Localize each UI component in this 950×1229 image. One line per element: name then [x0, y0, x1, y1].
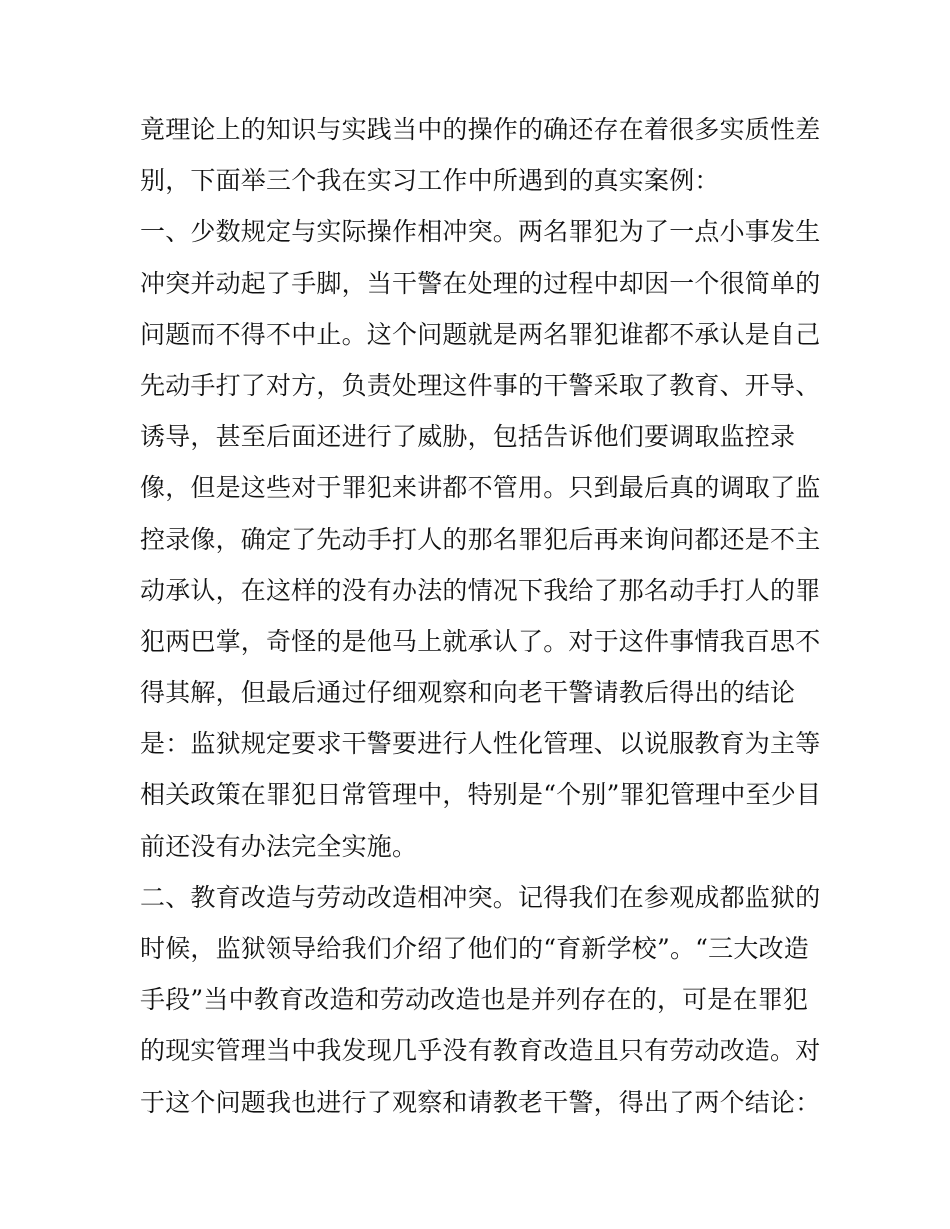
text-line: 相关政策在罪犯日常管理中，特别是“个别”罪犯管理中至少目: [140, 780, 822, 810]
text-line: 手段”当中教育改造和劳动改造也是并列存在的，可是在罪犯: [140, 985, 809, 1015]
text-line: 二、教育改造与劳动改造相冲突。记得我们在参观成都监狱的: [140, 882, 821, 912]
text-line: 诱导，甚至后面还进行了威胁，包括告诉他们要调取监控录: [140, 422, 796, 452]
text-line: 动承认，在这样的没有办法的情况下我给了那名动手打人的罪: [140, 575, 821, 605]
text-line: 时候，监狱领导给我们介绍了他们的“育新学校”。“三大改造: [140, 934, 809, 963]
document-body: [140, 104, 820, 1128]
text-line: 是：监狱规定要求干警要进行人性化管理、以说服教育为主等: [140, 729, 821, 759]
text-line: 竟理论上的知识与实践当中的操作的确还存在着很多实质性差: [140, 115, 821, 144]
text-line: 一、少数规定与实际操作相冲突。两名罪犯为了一点小事发生: [140, 217, 821, 247]
text-line: 的现实管理当中我发现几乎没有教育改造且只有劳动改造。对: [140, 1036, 821, 1066]
text-line: 得其解，但最后通过仔细观察和向老干警请教后得出的结论: [140, 678, 796, 708]
text-line: 于这个问题我也进行了观察和请教老干警，得出了两个结论：: [140, 1087, 821, 1117]
text-line: 先动手打了对方，负责处理这件事的干警采取了教育、开导、: [140, 370, 821, 400]
text-line: 问题而不得不中止。这个问题就是两名罪犯谁都不承认是自己: [140, 319, 821, 349]
text-line: 犯两巴掌，奇怪的是他马上就承认了。对于这件事情我百思不: [140, 626, 821, 656]
text-line: 控录像，确定了先动手打人的那名罪犯后再来询问都还是不主: [140, 524, 821, 554]
text-line: 别，下面举三个我在实习工作中所遇到的真实案例：: [140, 166, 720, 196]
text-line: 冲突并动起了手脚，当干警在处理的过程中却因一个很简单的: [140, 268, 821, 298]
text-line: 前还没有办法完全实施。: [140, 831, 418, 861]
text-line: 像，但是这些对于罪犯来讲都不管用。只到最后真的调取了监: [140, 473, 821, 503]
